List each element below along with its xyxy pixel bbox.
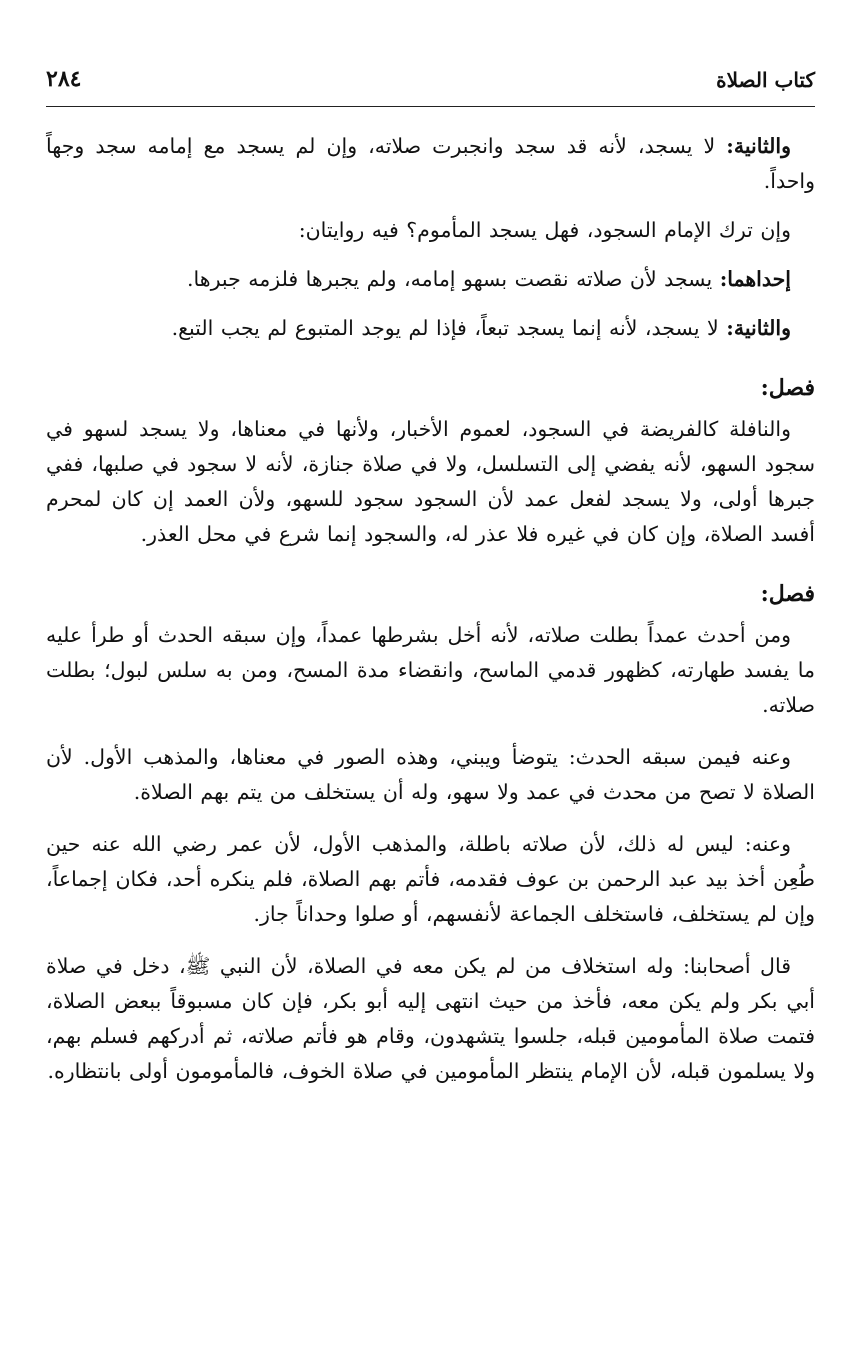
paragraph-text: وعنه: ليس له ذلك، لأن صلاته باطلة، والمذهب الأول، لأن عمر رضي الله عنه حين طُعِن أخذ بيد عبد الرحمن بن عوف فقدمه، فأتم بهم الصلاة، فلم ينكره أحد، فكان إجماعاً، وإن لم يستخلف، فاستخلف الجماعة لأنفسهم، أو صلوا وحداناً جاز. xyxy=(46,832,815,926)
running-header xyxy=(46,60,815,107)
paragraph-hadath xyxy=(46,618,815,723)
page-body xyxy=(46,129,815,1089)
paragraph-text: لا يسجد، لأنه قد سجد وانجبرت صلاته، وإن لم يسجد مع إمامه سجد وجهاً واحداً. xyxy=(46,134,815,193)
book-title: كتاب الصلاة xyxy=(716,68,815,92)
paragraph-text: وعنه فيمن سبقه الحدث: يتوضأ ويبني، وهذه الصور في معناها، والمذهب الأول. لأن الصلاة لا تصح من محدث في عمد ولا سهو، وله أن يستخلف من يتم بهم الصلاة. xyxy=(46,745,815,804)
section-heading-fasl-2: فصل: xyxy=(760,581,815,607)
paragraph-text: قال أصحابنا: وله استخلاف من لم يكن معه في الصلاة، لأن النبي ﷺ، دخل في صلاة أبي بكر ولم يكن معه، فأخذ من حيث انتهى إليه أبو بكر، فإن كان مسبوقاً ببعض الصلاة، فتمت صلاة المأمومين قبله، جلسوا يتشهدون، وقام هو فأتم صلاته، ثم أدركهم فسلم بهم، ولا يسلمون قبله، لأن الإمام ينتظر المأمومين في صلاة الخوف، فالمأمومون أولى بانتظاره. xyxy=(46,954,815,1083)
paragraph-imam-omits-sujud xyxy=(46,213,815,248)
paragraph-lead: والثانية: xyxy=(726,134,791,158)
paragraph-ashabuna xyxy=(46,949,815,1089)
paragraph-nafila xyxy=(46,412,815,552)
book-page xyxy=(46,60,815,1352)
paragraph-umar-istikhlaf xyxy=(46,827,815,932)
paragraph-lead: إحداهما: xyxy=(719,267,791,291)
paragraph-lead: والثانية: xyxy=(726,316,791,340)
paragraph-text: ومن أحدث عمداً بطلت صلاته، لأنه أخل بشرطها عمداً، وإن سبقه الحدث أو طرأ عليه ما يفسد طهارته، كظهور قدمي الماسح، وانقضاء مدة المسح، ومن به سلس لبول؛ بطلت صلاته. xyxy=(46,623,815,717)
section-heading-fasl-1: فصل: xyxy=(760,375,815,401)
paragraph-text: وإن ترك الإمام السجود، فهل يسجد المأموم؟ فيه روايتان: xyxy=(298,218,791,242)
page-number: ٢٨٤ xyxy=(46,66,82,92)
paragraph-second-narration xyxy=(46,311,815,346)
paragraph-first-narration xyxy=(46,262,815,297)
paragraph-second-opinion-1 xyxy=(46,129,815,199)
paragraph-text: يسجد لأن صلاته نقصت بسهو إمامه، ولم يجبرها فلزمه جبرها. xyxy=(187,267,720,291)
paragraph-text: لا يسجد، لأنه إنما يسجد تبعاً، فإذا لم يوجد المتبوع لم يجب التبع. xyxy=(171,316,727,340)
paragraph-wudu-and-continue xyxy=(46,740,815,810)
paragraph-text: والنافلة كالفريضة في السجود، لعموم الأخبار، ولأنها في معناها، ولا يسجد لسهو في سجود السهو، لأنه يفضي إلى التسلسل، ولا في صلاة جنازة، لأنه لا سجود في صلبها، ففي جبرها أولى، ولا يسجد لفعل عمد لأن السجود سجود للسهو، ولأن العمد إن كان لمحرم أفسد الصلاة، وإن كان في غيره فلا عذر له، والسجود إنما شرع في محل العذر. xyxy=(46,417,815,546)
